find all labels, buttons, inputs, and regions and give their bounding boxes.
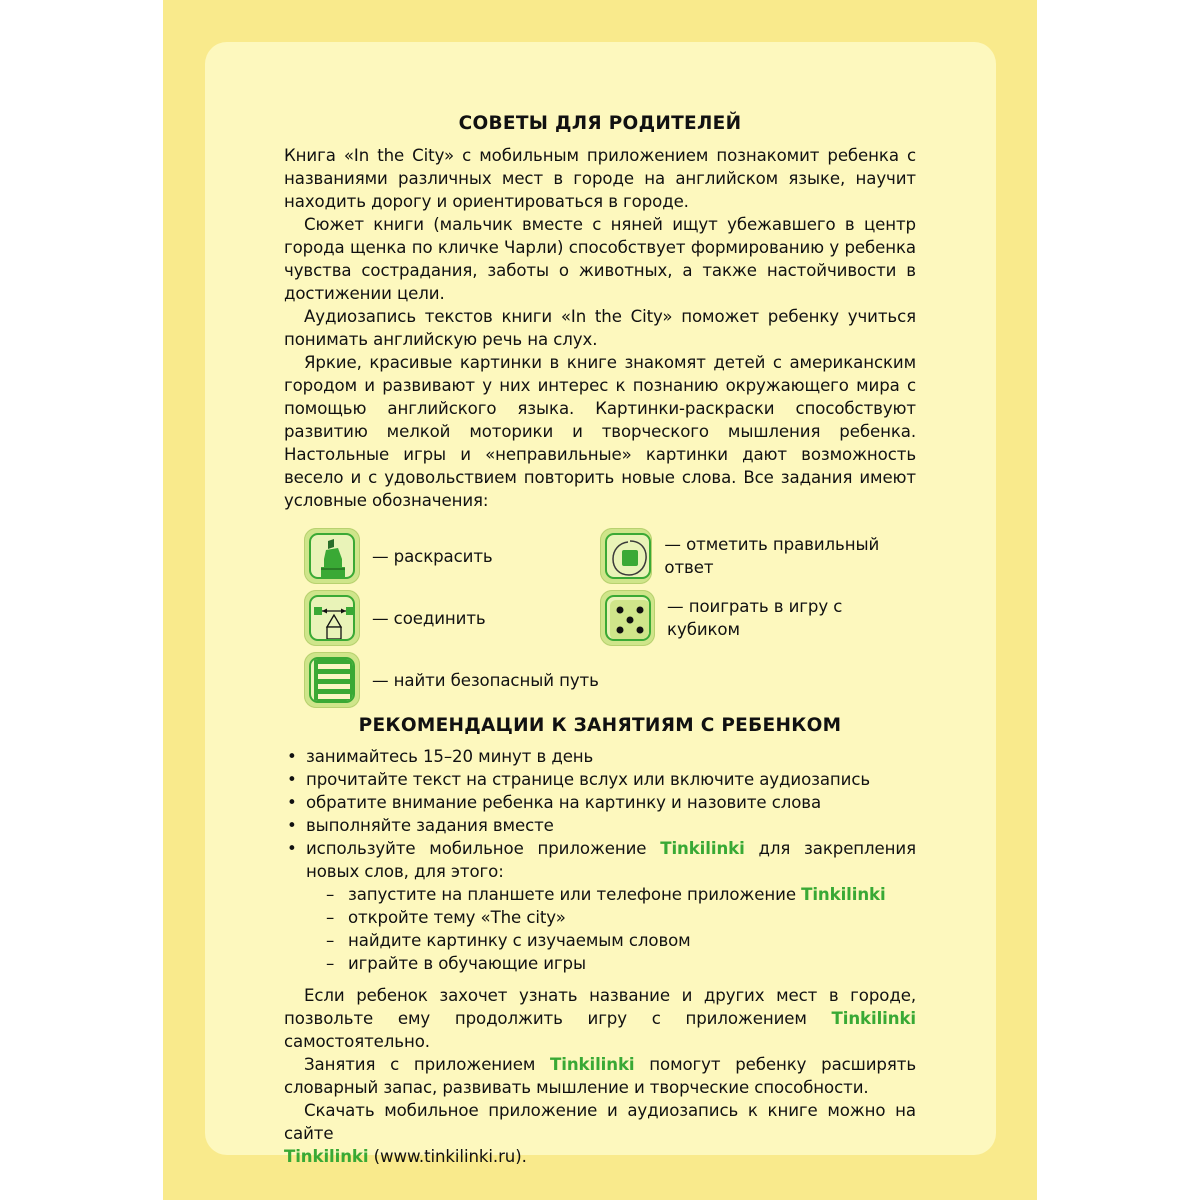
- list-item: – играйте в обучающие игры: [326, 952, 916, 975]
- legend-item-path: [304, 652, 599, 708]
- paragraph-audio: Аудиозапись текстов книги «In the City» поможет ребенку учиться понимать английскую речь на слух.: [284, 307, 916, 349]
- paragraph-text: Если ребенок захочет узнать название и других мест в городе, позвольте ему продолжить игру с приложением: [284, 986, 916, 1028]
- legend-label-connect: — соединить: [372, 608, 486, 628]
- brand-name: Tinkilinki: [660, 839, 745, 858]
- paragraph-download: Скачать мобильное приложение и аудиозапись к книге можно на сайте: [284, 1101, 916, 1143]
- brand-name: Tinkilinki: [550, 1055, 635, 1074]
- list-item: – откройте тему «The city»: [326, 906, 916, 929]
- legend-label-dice: — поиграть в игру с кубиком: [667, 597, 843, 639]
- list-item-text: для закрепления новых слов, для этого:: [306, 839, 916, 881]
- list-item: • прочитайте текст на странице вслух или включите аудиозапись: [284, 768, 916, 791]
- paragraph-benefits: [284, 1053, 916, 1099]
- list-item-text: запустите на планшете или телефоне приложение: [348, 885, 802, 904]
- legend-label-path: — найти безопасный путь: [372, 670, 599, 690]
- paragraph-text: помогут ребенку расширять словарный запас, развивать мышление и творческие способности.: [284, 1055, 916, 1097]
- paragraph-text: Занятия с приложением: [304, 1055, 551, 1074]
- legend-label-mark: — отметить правильный ответ: [664, 535, 880, 577]
- dice-icon: [600, 590, 655, 646]
- legend-item-color: [304, 528, 493, 584]
- paragraph-website: [284, 1145, 916, 1168]
- website-link[interactable]: (www.tinkilinki.ru).: [368, 1147, 527, 1166]
- paragraph-plot: Сюжет книги (мальчик вместе с няней ищут убежавшего в центр города щенка по кличке Чарли) способствует формированию у ребенка чувства сострадания, заботы о животных, а также настойчивости в достижении цели.: [284, 215, 916, 303]
- legend-item-connect: [304, 590, 486, 646]
- section-title-tips: СОВЕТЫ ДЛЯ РОДИТЕЛЕЙ: [458, 113, 742, 134]
- brand-name: Tinkilinki: [831, 1009, 916, 1028]
- paragraph-pictures: Яркие, красивые картинки в книге знакомят детей с американским городом и развивают у них интерес к познанию окружающего мира с помощью английского языка. Картинки-раскраски способствуют развитию мелкой моторики и творческого мышления ребенка. Настольные игры и «неправильные» картинки дают возможность весело и с удовольствием повторить новые слова. Все задания имеют условные обозначения:: [284, 353, 916, 510]
- list-item: • выполняйте задания вместе: [284, 814, 916, 837]
- section-title-recommendations: РЕКОМЕНДАЦИИ К ЗАНЯТИЯМ С РЕБЕНКОМ: [358, 715, 842, 736]
- list-item-text: используйте мобильное приложение: [306, 839, 661, 858]
- list-item: – найдите картинку с изучаемым словом: [326, 929, 916, 952]
- marker-icon: [304, 528, 360, 584]
- brand-name: Tinkilinki: [284, 1147, 369, 1166]
- connect-icon: [304, 590, 360, 646]
- paragraph-more-places: [284, 984, 916, 1053]
- list-item: [284, 837, 916, 975]
- legend-item-mark: [600, 528, 916, 584]
- circle-mark-icon: [600, 528, 652, 584]
- content-column: [284, 100, 916, 1168]
- list-item: [326, 883, 916, 906]
- list-item: • занимайтесь 15–20 минут в день: [284, 745, 916, 768]
- brand-name: Tinkilinki: [801, 885, 886, 904]
- paragraph-text: самостоятельно.: [284, 1032, 430, 1051]
- legend-label-color: — раскрасить: [372, 546, 493, 566]
- app-steps-list: [306, 883, 916, 975]
- list-item: • обратите внимание ребенка на картинку и назовите слова: [284, 791, 916, 814]
- spacer: [284, 975, 916, 984]
- legend: [284, 528, 916, 703]
- paragraph-intro: Книга «In the City» с мобильным приложением познакомит ребенка с названиями различных мест в городе на английском языке, научит находить дорогу и ориентироваться в городе.: [284, 146, 916, 211]
- legend-item-dice: [600, 590, 916, 646]
- recommendations-list: [284, 745, 916, 975]
- ladder-icon: [304, 652, 360, 708]
